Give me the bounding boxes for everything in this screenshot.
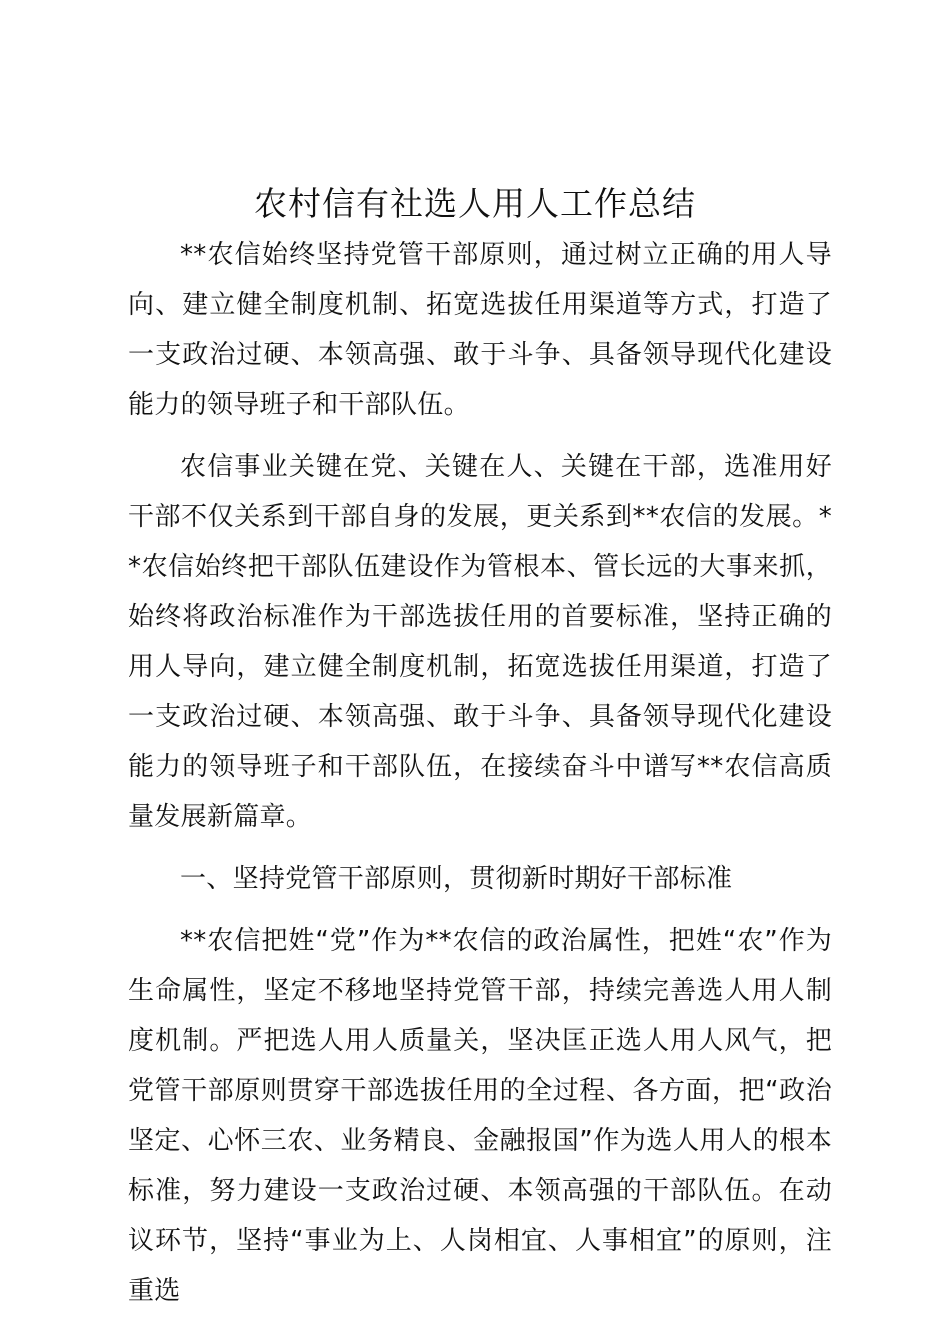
paragraph-intro: **农信始终坚持党管干部原则，通过树立正确的用人导向、建立健全制度机制、拓宽选拔任用渠道等方式，打造了一支政治过硬、本领高强、敢于斗争、具备领导现代化建设能力的领导班子和干部队伍。: [128, 240, 832, 420]
document-title: 农村信有社选人用人工作总结: [254, 184, 696, 223]
document-body: [128, 230, 832, 1316]
paragraph-cadre-importance: 农信事业关键在党、关键在人、关键在干部，选准用好干部不仅关系到干部自身的发展，更关系到**农信的发展。**农信始终把干部队伍建设作为管根本、管长远的大事来抓，始终将政治标准作为干部选拔任用的首要标准，坚持正确的用人导向，建立健全制度机制，拓宽选拔任用渠道，打造了一支政治过硬、本领高强、敢于斗争、具备领导现代化建设能力的领导班子和干部队伍，在接续奋斗中谱写**农信高质量发展新篇章。: [128, 452, 832, 832]
section-heading: 一、坚持党管干部原则，贯彻新时期好干部标准: [180, 864, 733, 894]
paragraph-section-one: **农信把姓“党”作为**农信的政治属性，把姓“农”作为生命属性，坚定不移地坚持党管干部，持续完善选人用人制度机制。严把选人用人质量关，坚决匡正选人用人风气，把党管干部原则贯穿干部选拔任用的全过程、各方面，把“政治坚定、心怀三农、业务精良、金融报国”作为选人用人的根本标准，努力建设一支政治过硬、本领高强的干部队伍。在动议环节，坚持“事业为上、人岗相宜、人事相宜”的原则，注重选: [128, 926, 832, 1306]
